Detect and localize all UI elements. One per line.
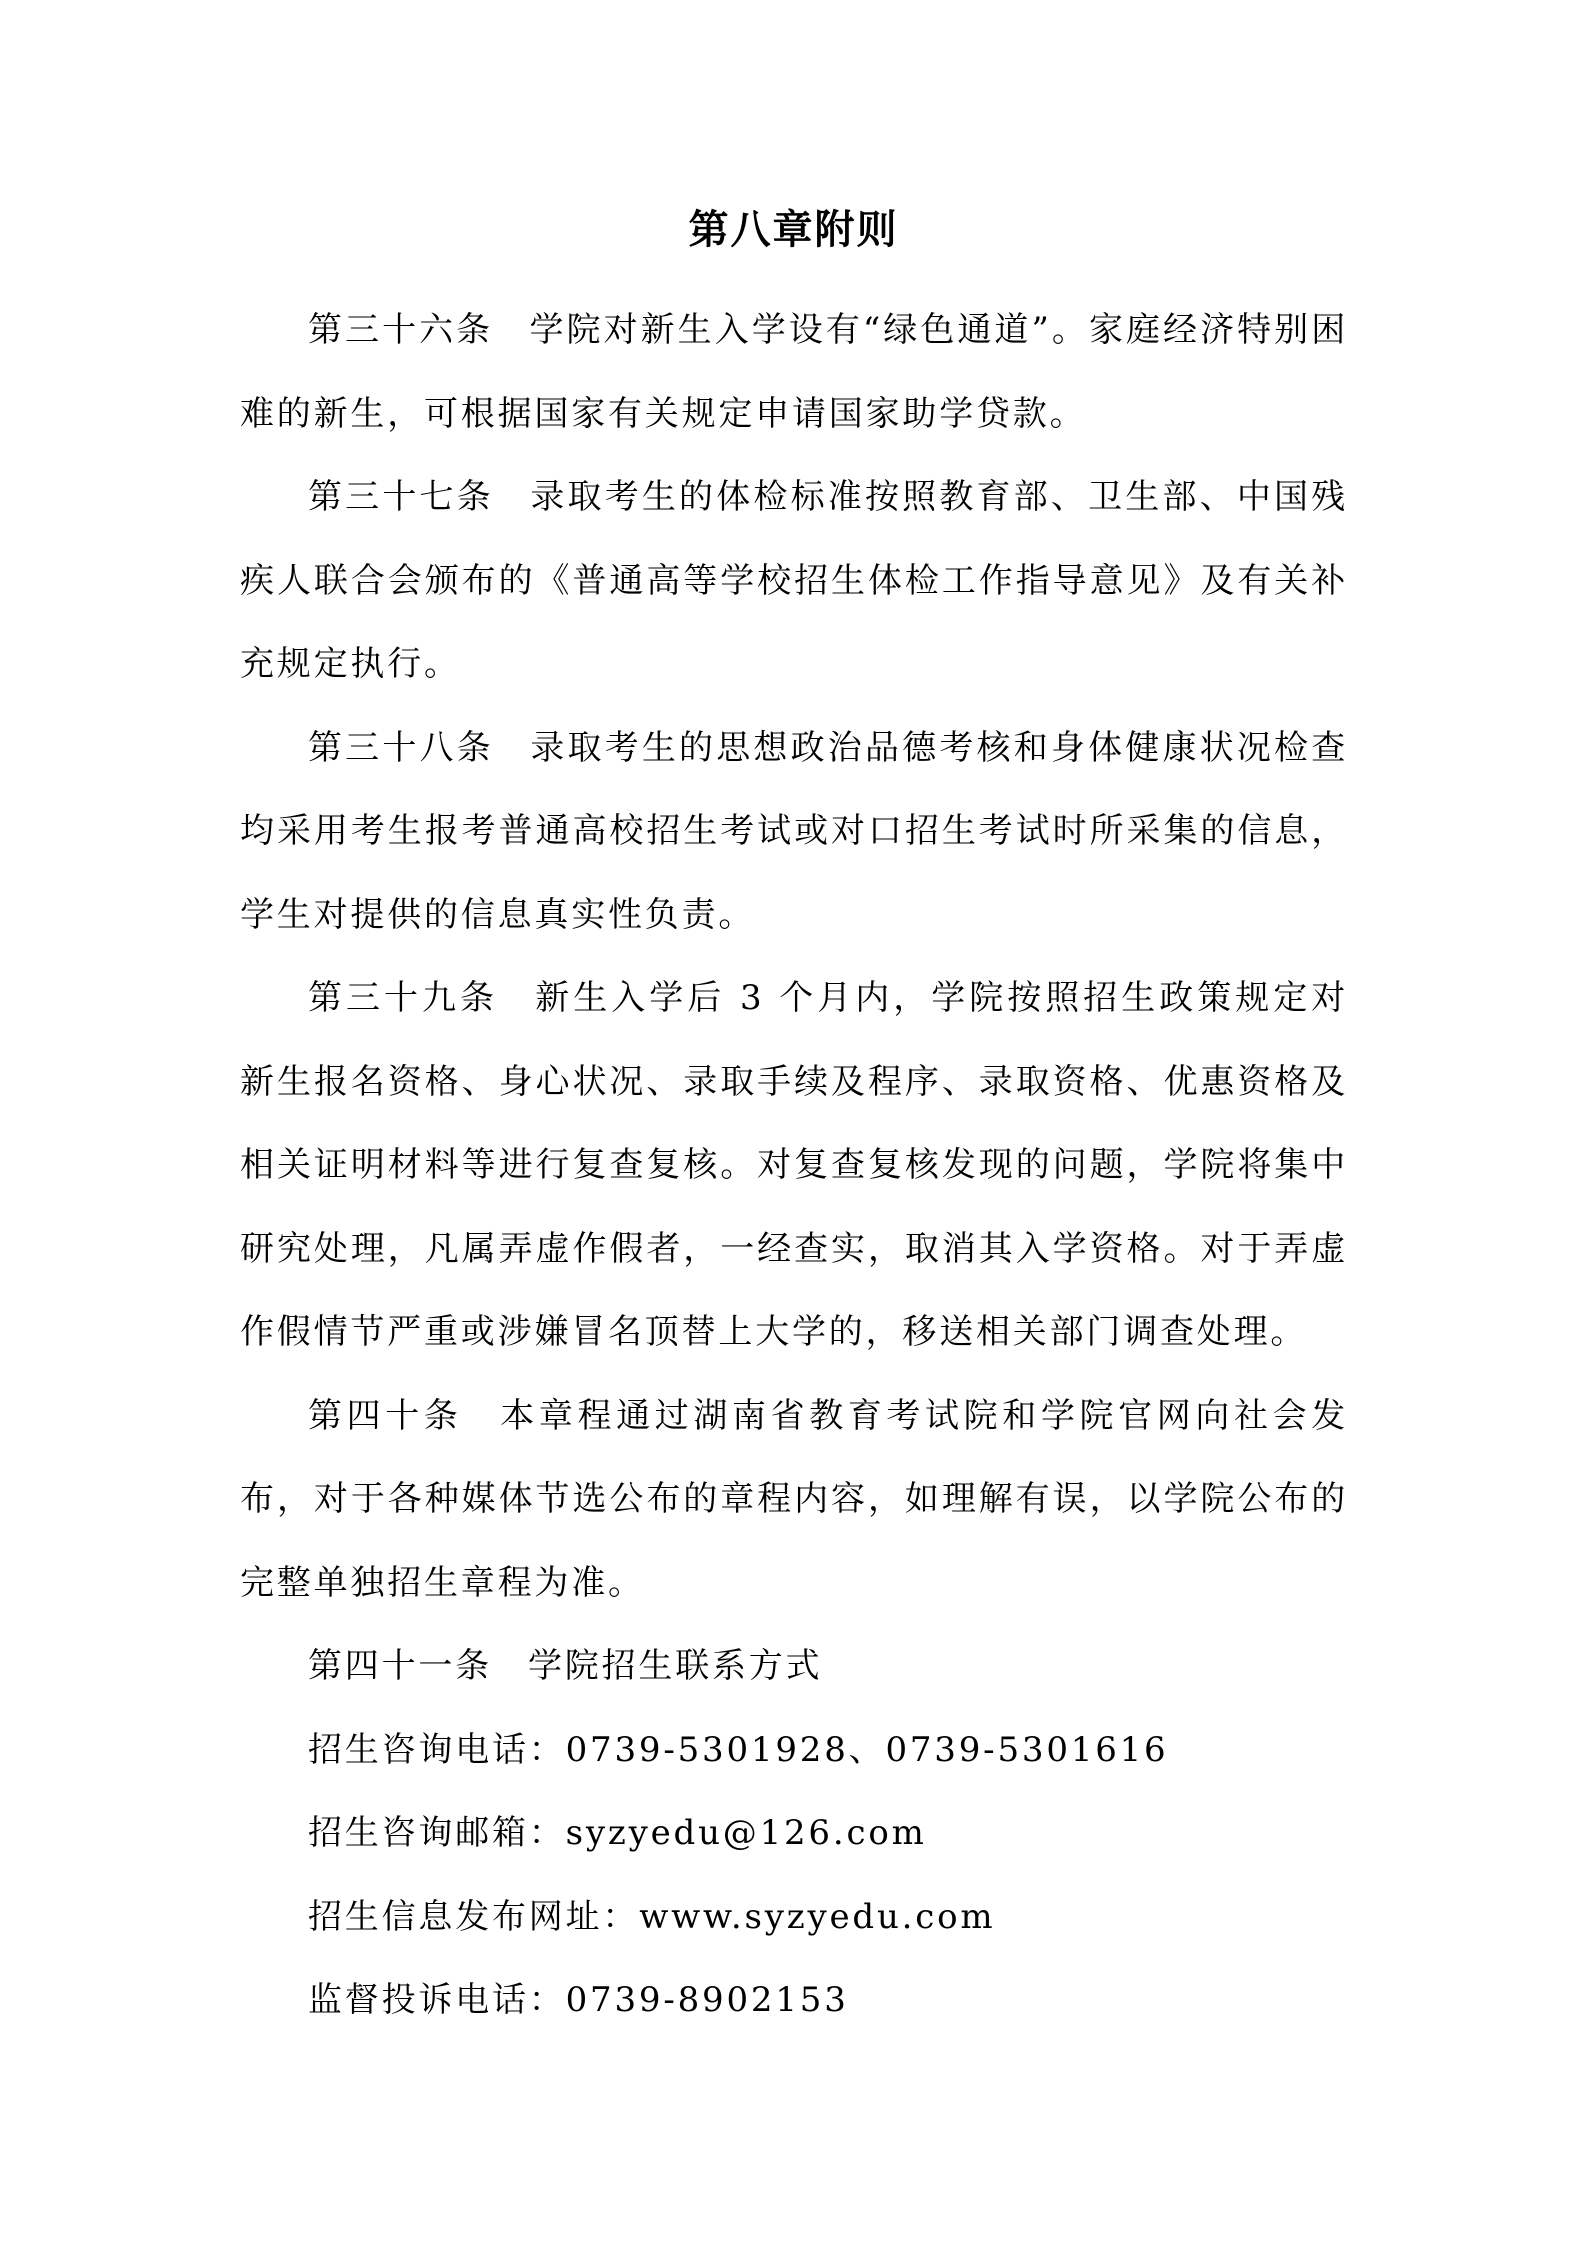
contact-complaint-phone <box>240 1959 1348 2043</box>
contact-label: 招生咨询电话： <box>308 1729 566 1770</box>
article-37 <box>240 456 1348 707</box>
article-label: 第三十七条 <box>308 477 494 517</box>
contact-phone <box>240 1709 1348 1793</box>
contact-value: 0739-8902153 <box>565 1980 849 2020</box>
article-label: 第四十一条 <box>308 1646 492 1686</box>
article-36 <box>240 289 1348 456</box>
article-39 <box>240 957 1348 1375</box>
article-label: 第三十六条 <box>308 310 494 350</box>
chapter-title: 第八章附则 <box>688 207 899 253</box>
contact-website <box>240 1876 1348 1960</box>
article-label: 第三十八条 <box>308 727 494 768</box>
contact-value: 0739-5301928、0739-5301616 <box>565 1729 1169 1770</box>
article-text: 新生入学后 3 个月内，学院按照招生政策规定对新生报名资格、身心状况、录取手续及程序、录取资格、优惠资格及相关证明材料等进行复查复核。对复查复核发现的问题，学院将集中研究处理，凡属弄虚作假者，一经查实，取消其入学资格。对于弄虚作假情节严重或涉嫌冒名顶替上大学的，移送相关部门调查处理。 <box>240 978 1348 1352</box>
contact-label: 监督投诉电话： <box>308 1980 566 2020</box>
article-text: 本章程通过湖南省教育考试院和学院官网向社会发布，对于各种媒体节选公布的章程内容，如理解有误，以学院公布的完整单独招生章程为准。 <box>240 1395 1348 1603</box>
article-text: 学院对新生入学设有“绿色通道”。家庭经济特别困难的新生，可根据国家有关规定申请国家助学贷款。 <box>240 310 1349 434</box>
article-label: 第三十九条 <box>308 978 498 1018</box>
article-41 <box>240 1625 1348 1709</box>
contact-value: syzyedu@126.com <box>565 1813 927 1853</box>
article-label: 第四十条 <box>308 1395 463 1436</box>
contact-value: www.syzyedu.com <box>639 1896 996 1937</box>
document-body <box>240 289 1348 2043</box>
article-40 <box>240 1375 1348 1626</box>
article-text: 录取考生的体检标准按照教育部、卫生部、中国残疾人联合会颁布的《普通高等学校招生体检工作指导意见》及有关补充规定执行。 <box>240 477 1349 684</box>
article-text: 录取考生的思想政治品德考核和身体健康状况检查均采用考生报考普通高校招生考试或对口招生考试时所采集的信息，学生对提供的信息真实性负责。 <box>240 727 1349 935</box>
contact-email <box>240 1792 1348 1876</box>
article-38 <box>240 707 1348 958</box>
contact-label: 招生咨询邮箱： <box>308 1813 566 1853</box>
contact-label: 招生信息发布网址： <box>308 1896 640 1937</box>
article-text: 学院招生联系方式 <box>528 1646 823 1686</box>
